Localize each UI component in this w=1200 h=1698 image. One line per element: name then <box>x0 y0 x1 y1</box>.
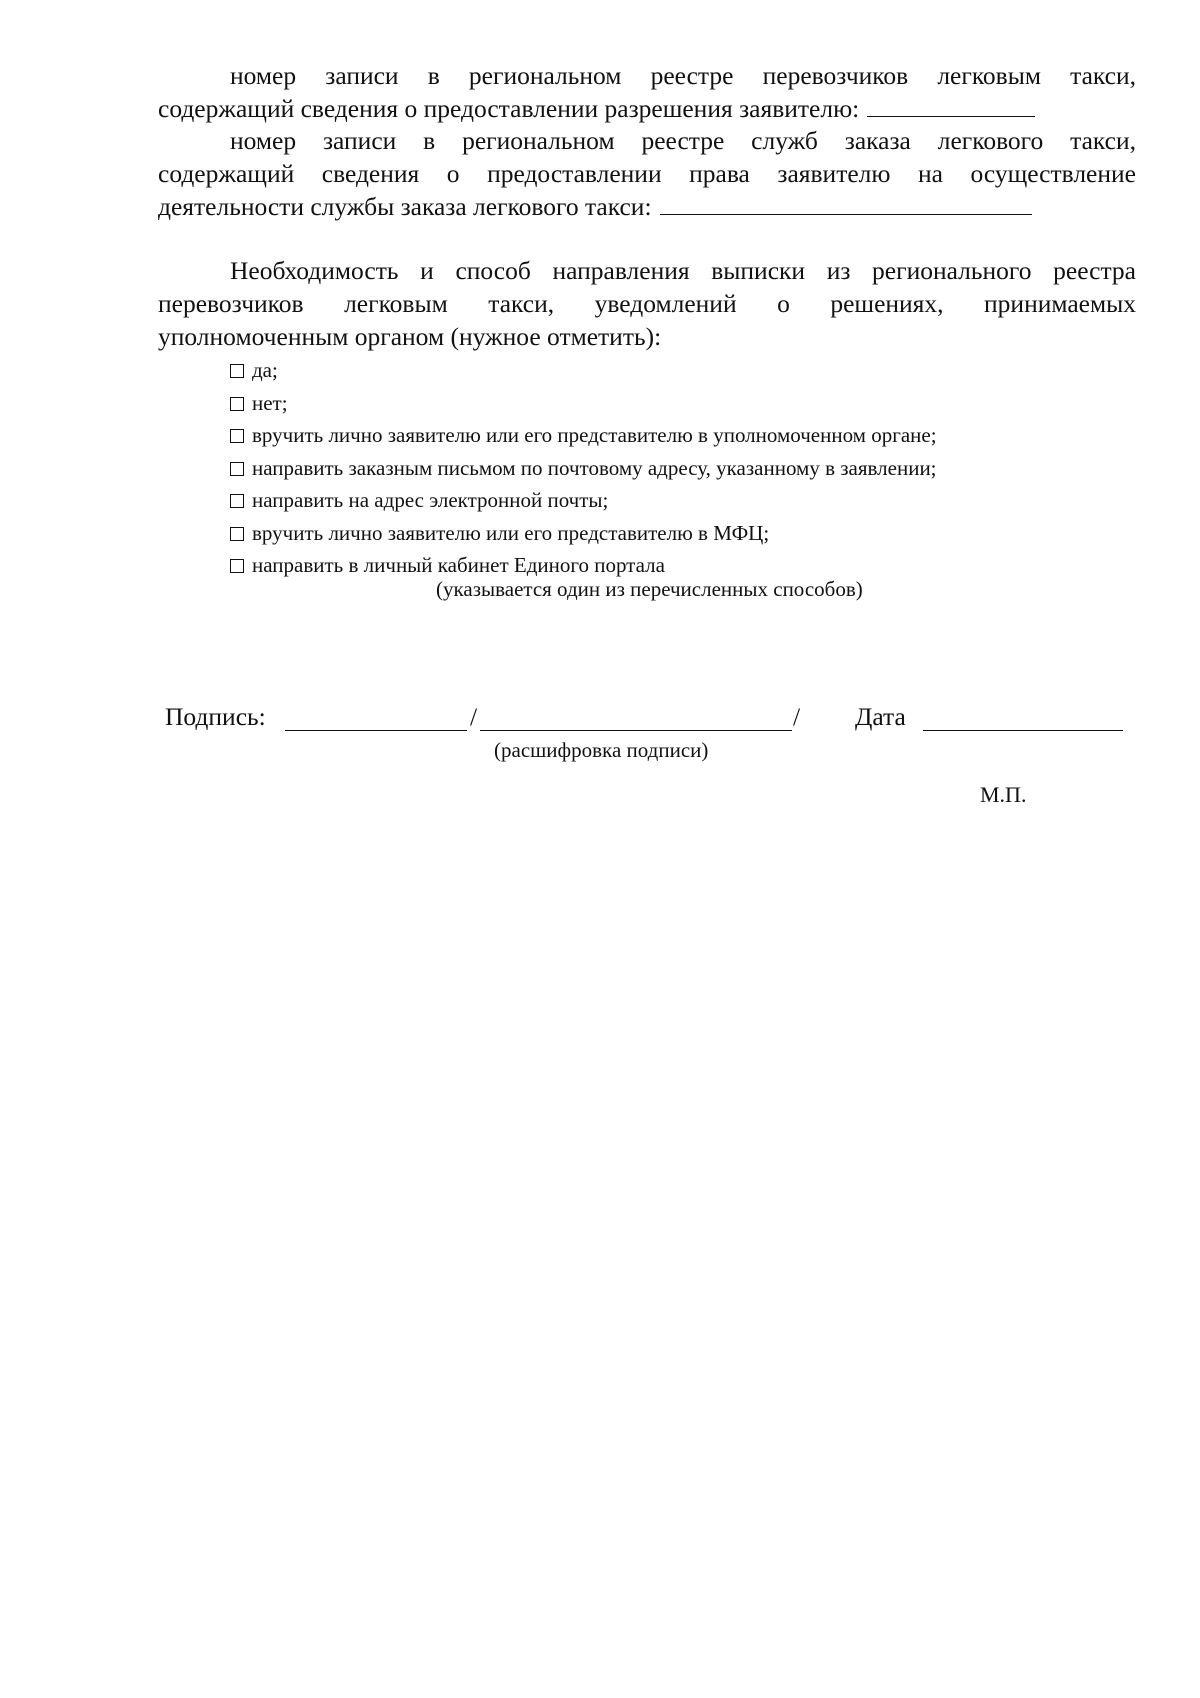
dispatch-registry-number-field[interactable] <box>660 190 1032 215</box>
option-item[interactable] <box>230 419 937 452</box>
paragraph-delivery-intro <box>158 254 1136 353</box>
signature-decoding-field[interactable] <box>480 730 792 731</box>
text-line: Необходимость и способ направления выписки из регионального реестра <box>230 256 1136 285</box>
text-line: содержащий сведения о предоставлении права заявителю на осуществление <box>158 159 1136 188</box>
stamp-place-label: М.П. <box>980 782 1027 807</box>
option-item[interactable] <box>230 517 937 550</box>
signature-row <box>165 702 1125 736</box>
signature-decoding-note: (расшифровка подписи) <box>494 738 709 762</box>
text-line <box>158 190 1136 223</box>
checkbox[interactable] <box>230 559 244 573</box>
option-item[interactable] <box>230 354 937 387</box>
signature-field[interactable] <box>285 730 467 731</box>
option-label: да; <box>252 358 278 382</box>
text-segment: деятельности службы заказа легкового такси: <box>158 192 652 221</box>
option-item[interactable] <box>230 387 937 420</box>
separator-slash: / <box>793 702 801 731</box>
separator-slash: / <box>470 702 478 731</box>
text-line: номер записи в региональном реестре служб заказа легкового такси, <box>230 126 1136 155</box>
checkbox[interactable] <box>230 397 244 411</box>
option-label: вручить лично заявителю или его представителю в уполномоченном органе; <box>252 423 937 447</box>
option-label: направить на адрес электронной почты; <box>252 488 609 512</box>
checkbox[interactable] <box>230 462 244 476</box>
delivery-options-list <box>230 354 937 582</box>
text-line: перевозчиков легковым такси, уведомлений о решениях, принимаемых <box>158 289 1136 318</box>
checkbox[interactable] <box>230 364 244 378</box>
text-segment: содержащий сведения о предоставлении разрешения заявителю: <box>158 94 860 123</box>
text-line: номер записи в региональном реестре перевозчиков легковым такси, <box>230 61 1136 90</box>
checkbox[interactable] <box>230 527 244 541</box>
text-line <box>158 92 1136 125</box>
signature-label: Подпись: <box>165 702 266 731</box>
options-note: (указывается один из перечисленных способов) <box>436 577 863 601</box>
option-label: направить заказным письмом по почтовому адресу, указанному в заявлении; <box>252 455 937 480</box>
paragraph-carriers-registry <box>158 59 1136 125</box>
option-label: направить в личный кабинет Единого портала <box>252 553 665 577</box>
text-line: уполномоченным органом (нужное отметить): <box>158 322 662 351</box>
option-item[interactable] <box>230 484 937 517</box>
option-item[interactable] <box>230 452 937 485</box>
option-label: нет; <box>252 390 288 415</box>
checkbox[interactable] <box>230 429 244 443</box>
option-label: вручить лично заявителю или его представителю в МФЦ; <box>252 520 770 545</box>
checkbox[interactable] <box>230 494 244 508</box>
carriers-registry-number-field[interactable] <box>867 92 1035 117</box>
date-field[interactable] <box>923 730 1123 731</box>
date-label: Дата <box>855 702 906 731</box>
paragraph-dispatch-registry <box>158 124 1136 223</box>
